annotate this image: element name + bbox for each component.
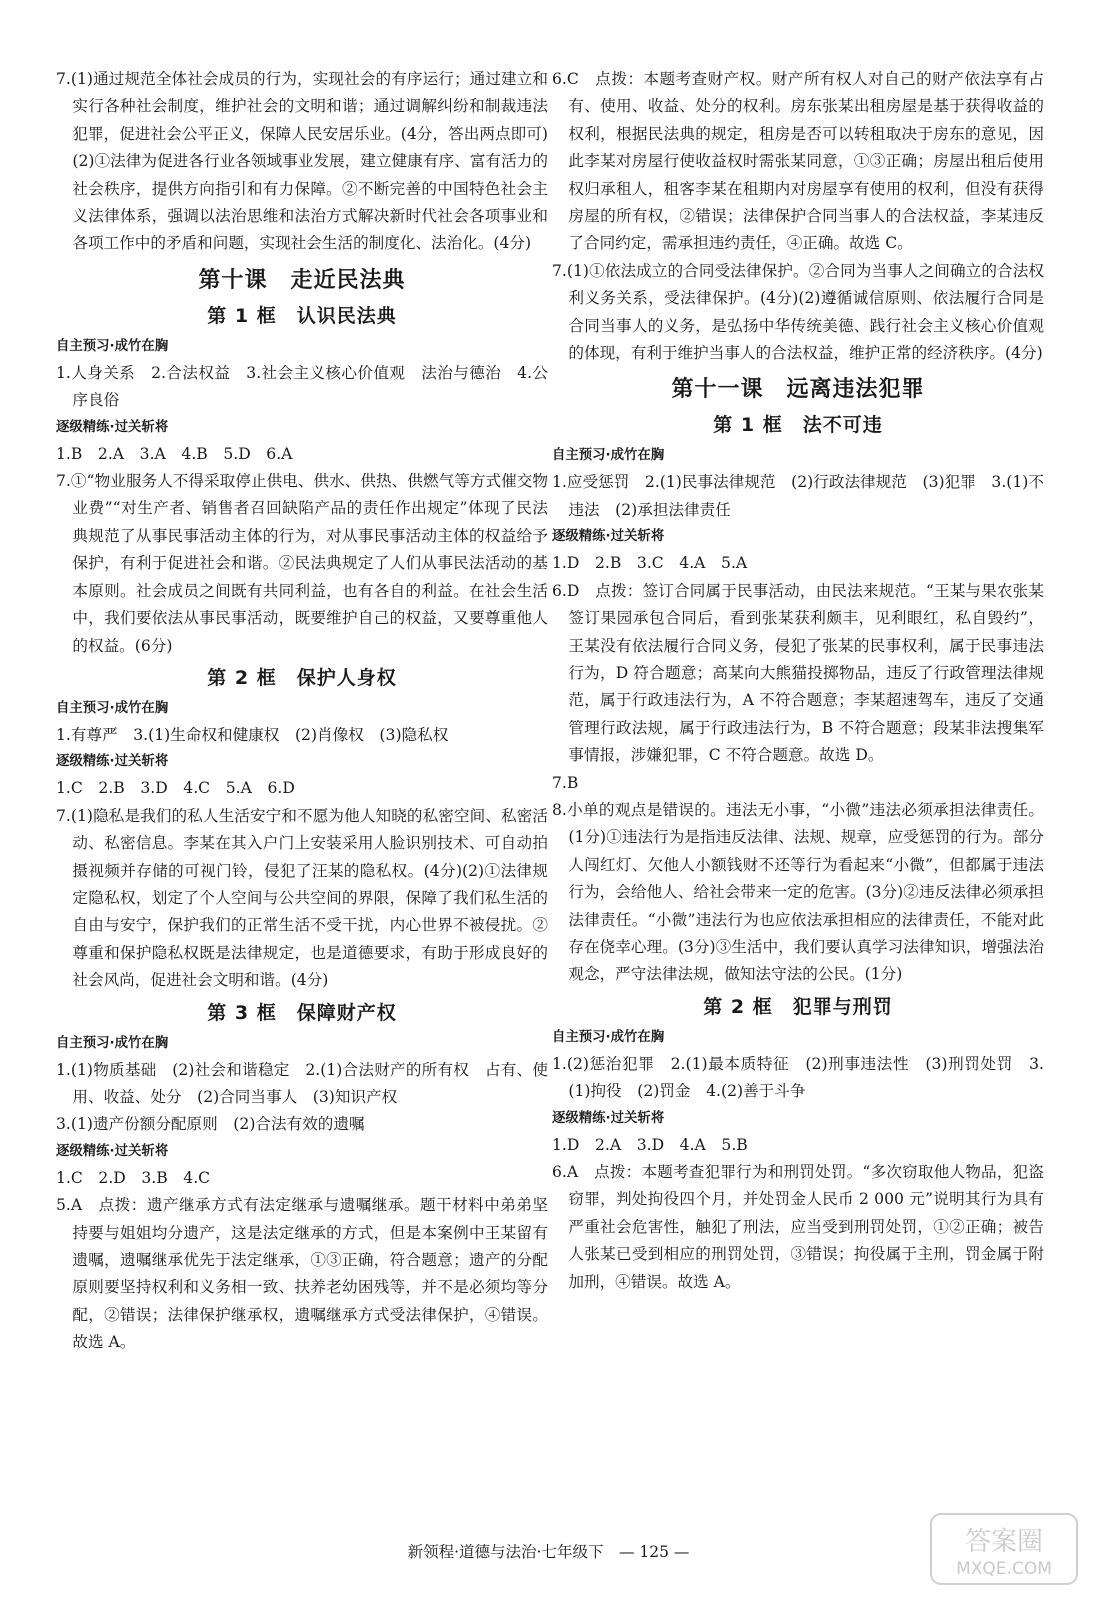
frame-title: 第 2 框 犯罪与刑罚 <box>703 995 893 1018</box>
answer-item: 7.(1)①依法成立的合同受法律保护。②合同为当事人之间确立的合法权利义务关系，受法律保护。(4分)(2)遵循诚信原则、依法履行合同是合同当事人的义务，是弘扬中华传统美德、践行社会主义核心价值观的体现，有利于维护当事人的合法权益，维护正常的经济秩序。(4分) <box>552 261 1044 363</box>
answer-item: 5.A 点拨：遗产继承方式有法定继承与遗嘱继承。题干材料中弟弟坚持要与姐姐均分遗产，这是法定继承的方式，但是本案例中王某留有遗嘱，遗嘱继承优先于法定继承，①③正确，符合题意；遗产的分配原则要坚持权利和义务相一致、扶养老幼困残等，并不是必须均等分配，②错误；法律保护继承权，遗嘱继承方式受法律保护，④错误。故选 A。 <box>56 1196 548 1352</box>
answer-line: 1.C 2.B 3.D 4.C 5.A 6.D <box>56 779 295 798</box>
answer-line: 1.C 2.D 3.B 4.C <box>56 1168 211 1187</box>
section-label: 自主预习·成竹在胸 <box>56 1035 169 1051</box>
watermark-logo <box>929 1512 1079 1586</box>
section-label: 自主预习·成竹在胸 <box>56 338 169 354</box>
lesson-title: 第十一课 远离违法犯罪 <box>671 377 925 403</box>
lesson-title: 第十课 走近民法典 <box>198 267 406 293</box>
left-column <box>56 66 548 1357</box>
section-label: 自主预习·成竹在胸 <box>56 700 169 716</box>
section-label: 逐级精练·过关斩将 <box>552 529 665 545</box>
section-label: 逐级精练·过关斩将 <box>552 1110 665 1126</box>
frame-title: 第 1 框 法不可违 <box>713 414 883 437</box>
answer-item: 7.(1)通过规范全体社会成员的行为，实现社会的有序运行；通过建立和实行各种社会制度，维护社会的文明和谐；通过调解纠纷和制裁违法犯罪，促进社会公平正义，保障人民安居乐业。(4分，答出两点即可)(2)①法律为促进各行业各领域事业发展，建立健康有序、富有活力的社会秩序，提供方向指引和有力保障。②不断完善的中国特色社会主义法律体系，强调以法治思维和法治方式解决新时代社会各项事业和各项工作中的矛盾和问题，实现社会生活的制度化、法治化。(4分) <box>56 70 548 253</box>
answer-line: 1.有尊严 3.(1)生命权和健康权 (2)肖像权 (3)隐私权 <box>56 725 449 744</box>
answer-item: 8.小单的观点是错误的。违法无小事，“小微”违法必须承担法律责任。(1分)①违法行为是指违反法律、法规、规章，应受惩罚的行为。部分人闯红灯、欠他人小额钱财不还等行为看起来“小微”，但都属于违法行为，会给他人、给社会带来一定的危害。(3分)②违反法律必须承担法律责任。“小微”违法行为也应依法承担相应的法律责任，不能对此存在侥幸心理。(3分)③生活中，我们要认真学习法律知识，增强法治观念，严守法律法规，做知法守法的公民。(1分) <box>552 800 1044 984</box>
answer-line: 1.B 2.A 3.A 4.B 5.D 6.A <box>56 444 293 463</box>
answer-line: 1.D 2.B 3.C 4.A 5.A <box>552 554 748 573</box>
watermark-url: MXQE.COM <box>956 1559 1052 1579</box>
section-label: 自主预习·成竹在胸 <box>552 1029 665 1045</box>
section-label: 逐级精练·过关斩将 <box>56 1143 169 1159</box>
answer-item: 7.①“物业服务人不得采取停止供电、供水、供热、供燃气等方式催交物业费”“对生产者、销售者召回缺陷产品的责任作出规定”体现了民法典规范了从事民事活动主体的行为，对从事民事活动主体的权益给予保护，有利于促进社会和谐。②民法典规定了人们从事民法活动的基本原则。社会成员之间既有共同利益，也有各自的利益。在社会生活中，我们要依法从事民事活动，既要维护自己的权益，又要尊重他人的权益。(6分) <box>56 472 548 655</box>
section-label: 逐级精练·过关斩将 <box>56 419 169 435</box>
answer-item: 1.应受惩罚 2.(1)民事法律规范 (2)行政法律规范 (3)犯罪 3.(1)不违法 (2)承担法律责任 <box>552 473 1044 519</box>
answer-item: 6.A 点拨：本题考查犯罪行为和刑罚处罚。“多次窃取他人物品，犯盗窃罪，判处拘役四个月，并处罚金人民币 2 000 元”说明其行为具有严重社会危害性，触犯了刑法，应当受到刑罚处罚，①②正确；被告人张某已受到相应的刑罚处罚，③错误；拘役属于主刑，罚金属于附加刑，④错误。故选 A。 <box>552 1163 1044 1291</box>
answer-line: 1.D 2.A 3.D 4.A 5.B <box>552 1135 748 1154</box>
watermark-text: 答案圈 <box>964 1527 1044 1557</box>
frame-title: 第 3 框 保障财产权 <box>207 1001 397 1024</box>
answer-item: 1.(1)物质基础 (2)社会和谐稳定 2.(1)合法财产的所有权 占有、使用、收益、处分 (2)合同当事人 (3)知识产权 <box>56 1060 548 1106</box>
answer-line: 7.B <box>552 773 579 792</box>
answer-item: 7.(1)隐私是我们的私人生活安宁和不愿为他人知晓的私密空间、私密活动、私密信息。李某在其入户门上安装采用人脸识别技术、可自动拍摄视频并存储的可视门铃，侵犯了汪某的隐私权。(4分)(2)①法律规定隐私权，划定了个人空间与公共空间的界限，保障了我们私生活的自由与安宁，保护我们的正常生活不受干扰，内心世界不被侵扰。②尊重和保护隐私权既是法律规定，也是道德要求，有助于形成良好的社会风尚，促进社会文明和谐。(4分) <box>56 806 548 990</box>
frame-title: 第 1 框 认识民法典 <box>207 304 397 327</box>
answer-item: 6.D 点拨：签订合同属于民事活动，由民法来规范。“王某与果农张某签订果园承包合同后，看到张某获利颇丰，见利眼红，私自毁约”，王某没有依法履行合同义务，侵犯了张某的民事权利，属于民事违法行为，D 符合题意；高某向大熊猫投掷物品，违反了行政管理法律规范，属于行政违法行为，A 不符合题意；李某超速驾车，违反了交通管理行政法规，属于行政违法行为，B 不符合题意；段某非法搜集军事情报，涉嫌犯罪，C 不符合题意。故选 D。 <box>552 581 1044 765</box>
section-label: 逐级精练·过关斩将 <box>56 754 169 770</box>
answer-line: 3.(1)遗产份额分配原则 (2)合法有效的遗嘱 <box>56 1115 365 1134</box>
right-column <box>552 66 1044 1296</box>
frame-title: 第 2 框 保护人身权 <box>207 666 397 689</box>
section-label: 自主预习·成竹在胸 <box>552 448 665 464</box>
page-footer: 新领程·道德与法治·七年级下 — 125 — <box>407 1543 690 1561</box>
answer-item: 1.(2)惩治犯罪 2.(1)最本质特征 (2)刑事违法性 (3)刑罚处罚 3.(1)拘役 (2)罚金 4.(2)善于斗争 <box>552 1054 1044 1101</box>
answer-item: 1.人身关系 2.合法权益 3.社会主义核心价值观 法治与德治 4.公序良俗 <box>56 363 548 410</box>
answer-item: 6.C 点拨：本题考查财产权。财产所有权人对自己的财产依法享有占有、使用、收益、处分的权利。房东张某出租房屋是基于获得收益的权利，根据民法典的规定，租房是否可以转租取决于房东的意见，因此李某对房屋行使收益权时需张某同意，①③正确；房屋出租后使用权归承租人，租客李某在租期内对房屋享有使用的权利，但没有获得房屋的所有权，②错误；法律保护合同当事人的合法权益，李某违反了合同约定，需承担违约责任，④正确。故选 C。 <box>552 70 1044 253</box>
